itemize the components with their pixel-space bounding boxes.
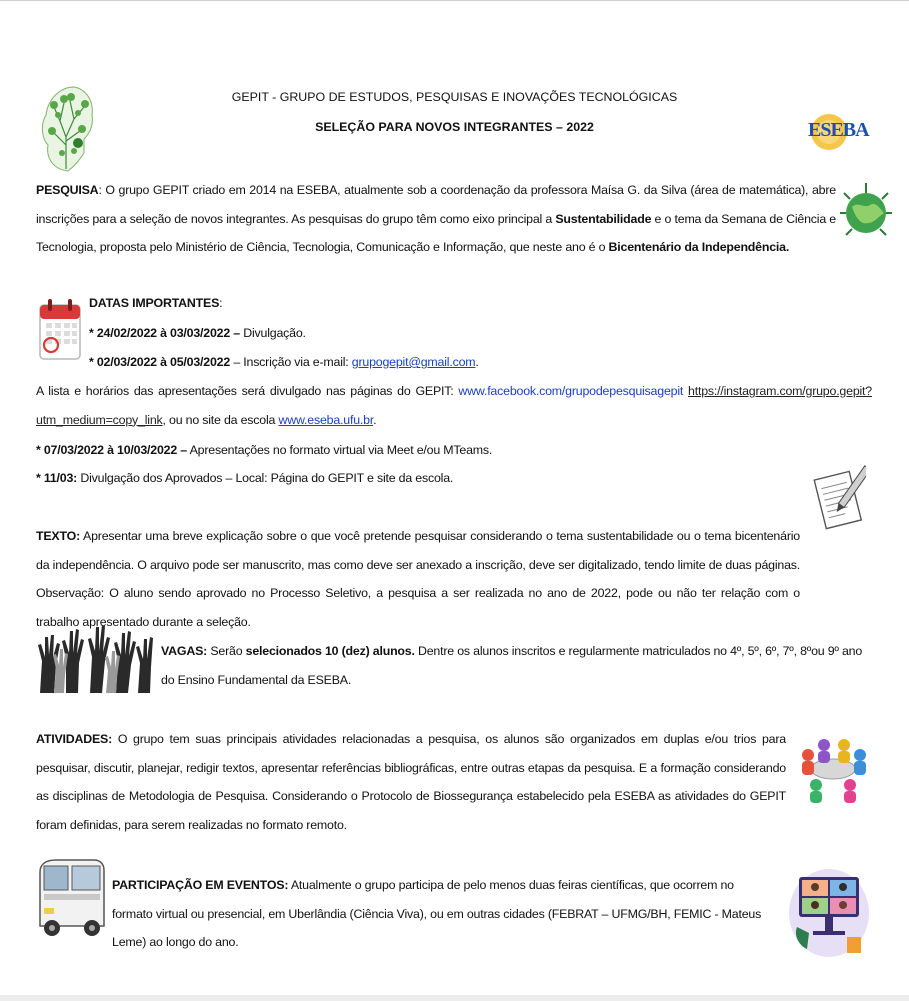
datas-item-2: * 02/03/2022 à 05/03/2022 – Inscrição via e-mail: grupogepit@gmail.com. [89, 355, 479, 369]
instagram-link[interactable]: https://instagram.com/grupo.gepit?utm_medium=copy_link [36, 384, 872, 427]
vagas-label: VAGAS: [161, 644, 208, 658]
texto-paragraph: TEXTO: Apresentar uma breve explicação sobre o que você pretende pesquisar considerando o tema sustentabilidade ou o tema bicentenário da independência. O arquivo pode ser manuscrito, mas como deve ser anexado a inscrição, deve ser digitalizado, tendo limite de duas páginas. Observação: O aluno sendo aprovado no Processo Seletivo, a pesquisa a ser realizada no ano de 2022, pode ou não ter relação com o trabalho apresentado durante a seleção. [36, 529, 800, 629]
datas-title-line: DATAS IMPORTANTES: [89, 296, 223, 310]
atividades-label: ATIVIDADES: [36, 732, 113, 746]
texto-label: TEXTO: [36, 529, 81, 543]
pesquisa-paragraph: PESQUISA: O grupo GEPIT criado em 2014 na ESEBA, atualmente sob a coordenação da professora Maísa G. da Silva (área de matemática), abre inscrições para a seleção de novos integrantes. As pesquisas do grupo têm como eixo principal a Sustentabilidade e o tema da Semana de Ciência e Tecnologia, proposta pelo Ministério de Ciência, Tecnologia, Comunicação e Informação, que neste ano é o Bicentenário da Independência. [36, 183, 836, 254]
eventos-paragraph: PARTICIPAÇÃO EM EVENTOS: Atualmente o grupo participa de pelo menos duas feiras científicas, que ocorrem no formato virtual ou presencial, em Uberlândia (Ciência Viva), ou em outras cidades (FEBRAT – UFMG/BH, FEMIC - Mateus Leme) ao longo do ano. [112, 878, 762, 949]
email-link[interactable]: grupogepit@gmail.com [351, 355, 476, 369]
writing-icon [812, 461, 866, 539]
datas-item-3: * 07/03/2022 à 10/03/2022 – Apresentações no formato virtual via Meet e/ou MTeams. [36, 443, 493, 457]
datas-title: DATAS IMPORTANTES [89, 296, 220, 310]
atividades-paragraph: ATIVIDADES: O grupo tem suas principais atividades relacionadas a pesquisa, os alunos são organizados em duplas e/ou trios para pesquisar, discutir, planejar, redigir textos, apresentar referências bibliográficas, entre outras etapas da pesquisa. E a formação considerando as disciplinas de Metodologia de Pesquisa. Considerando o Protocolo de Biossegurança estabelecido pela ESEBA as atividades do GEPIT foram definidas, para serem realizadas no formato remoto. [36, 732, 786, 832]
datas-item-1: * 24/02/2022 à 03/03/2022 – Divulgação. [89, 326, 306, 340]
datas-item-4: * 11/03: Divulgação dos Aprovados – Local: Página do GEPIT e site da escola. [36, 471, 454, 485]
meeting-table-icon [794, 723, 872, 807]
bus-icon [36, 856, 106, 938]
pesquisa-label: PESQUISA [36, 183, 99, 197]
video-call-icon [787, 857, 871, 959]
globe-icon [840, 179, 892, 245]
vagas-paragraph: VAGAS: Serão selecionados 10 (dez) alunos. Dentre os alunos inscritos e regularmente matriculados no 4º, 5º, 6º, 7º, 8ºou 9º ano do Ensino Fundamental da ESEBA. [161, 644, 863, 687]
eseba-site-link[interactable]: www.eseba.ufu.br [278, 412, 374, 427]
eventos-label: PARTICIPAÇÃO EM EVENTOS: [112, 878, 289, 892]
raised-hands-icon [36, 623, 154, 693]
page-bottom-edge [0, 995, 909, 1001]
eseba-logo: ESEBA [806, 110, 852, 154]
calendar-icon [38, 297, 82, 363]
header-subtitle: SELEÇÃO PARA NOVOS INTEGRANTES – 2022 [315, 120, 594, 134]
header-title: GEPIT - GRUPO DE ESTUDOS, PESQUISAS E INOVAÇÕES TECNOLÓGICAS [231, 90, 678, 104]
datas-lista-paragraph: A lista e horários das apresentações será divulgado nas páginas do GEPIT: www.facebook.com/grupodepesquisagepit https://instagram.com/grupo.gepit?utm_medium=copy_link, ou no site da escola www.eseba.ufu.br. [36, 384, 872, 427]
facebook-link[interactable]: www.facebook.com/grupodepesquisagepit [458, 384, 684, 398]
